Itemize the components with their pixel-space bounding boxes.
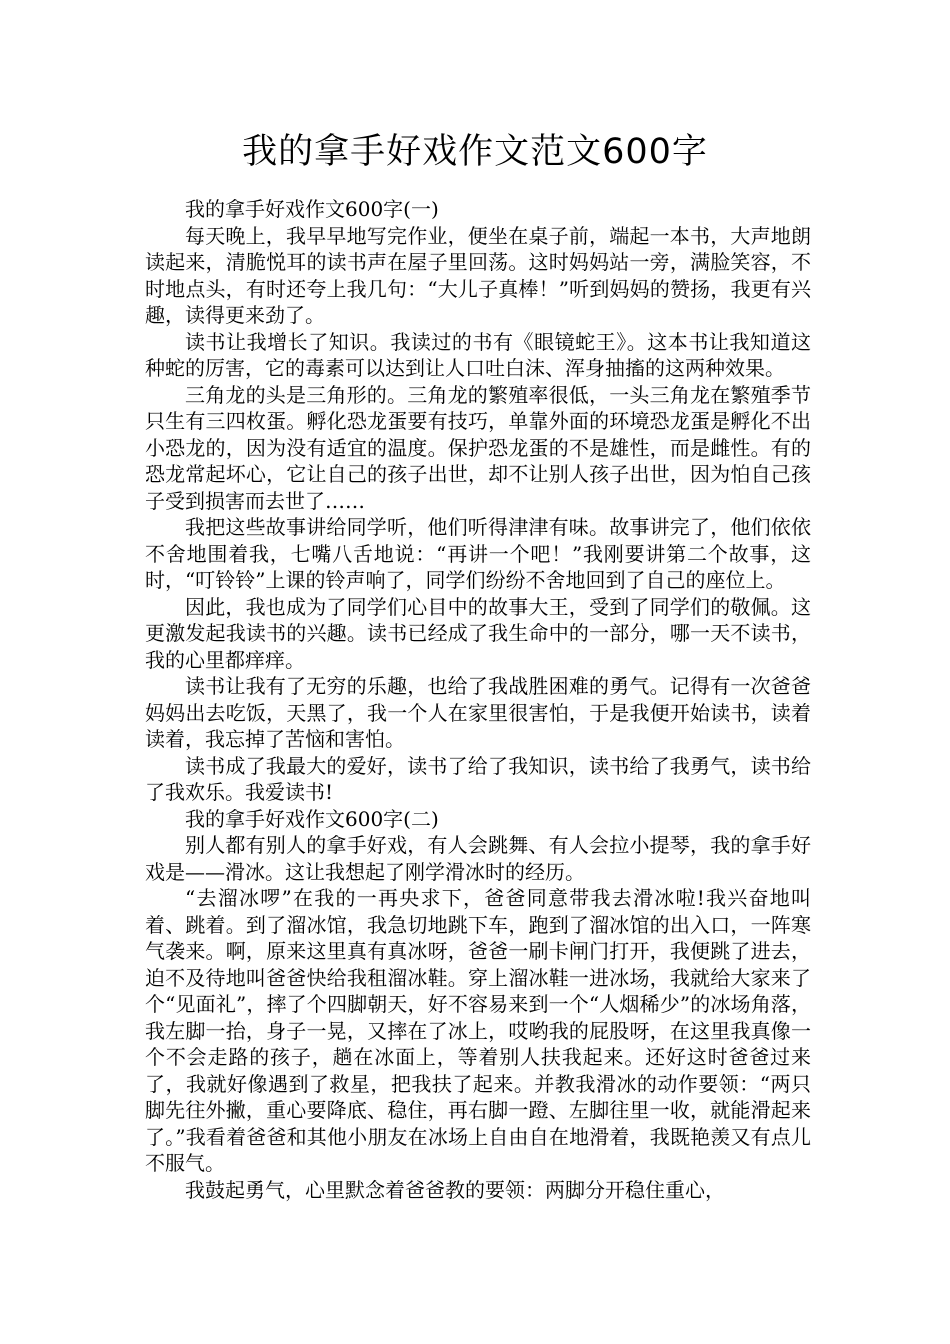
paragraph: 每天晚上，我早早地写完作业，便坐在桌子前，端起一本书，大声地朗读起来，清脆悦耳的读书声在屋子里回荡。这时妈妈站一旁，满脸笑容，不时地点头，有时还夸上我几句：“大儿子真棒！”听到妈妈的赞扬，我更有兴趣，读得更来劲了。 bbox=[145, 223, 811, 327]
paragraph: 三角龙的头是三角形的。三角龙的繁殖率很低，一头三角龙在繁殖季节只生有三四枚蛋。孵化恐龙蛋要有技巧，单靠外面的环境恐龙蛋是孵化不出小恐龙的，因为没有适宜的温度。保护恐龙蛋的不是雄性，而是雌性。有的恐龙常起坏心，它让自己的孩子出世，却不让别人孩子出世，因为怕自己孩子受到损害而去世了…… bbox=[145, 382, 811, 513]
paragraph: 因此，我也成为了同学们心目中的故事大王，受到了同学们的敬佩。这更激发起我读书的兴趣。读书已经成了我生命中的一部分，哪一天不读书，我的心里都痒痒。 bbox=[145, 594, 811, 672]
paragraph: 读书让我有了无穷的乐趣，也给了我战胜困难的勇气。记得有一次爸爸妈妈出去吃饭，天黑了，我一个人在家里很害怕，于是我便开始读书，读着读着，我忘掉了苦恼和害怕。 bbox=[145, 674, 811, 751]
document-title: 我的拿手好戏作文范文600字 bbox=[242, 132, 708, 172]
section-heading-1: 我的拿手好戏作文600字(一) bbox=[185, 197, 439, 221]
document-body bbox=[145, 196, 811, 1203]
paragraph: 读书成了我最大的爱好，读书了给了我知识，读书给了我勇气，读书给了我欢乐。我爱读书! bbox=[145, 753, 811, 804]
paragraph: “去溜冰啰”在我的一再央求下，爸爸同意带我去滑冰啦!我兴奋地叫着、跳着。到了溜冰馆，我急切地跳下车，跑到了溜冰馆的出入口，一阵寒气袭来。啊，原来这里真有真冰呀，爸爸一刷卡闸门打开，我便跳了进去，迫不及待地叫爸爸快给我租溜冰鞋。穿上溜冰鞋一进冰场，我就给大家来了个“见面礼”，摔了个四脚朝天，好不容易来到一个“人烟稀少”的冰场角落，我左脚一抬，身子一晃，又摔在了冰上，哎哟我的屁股呀，在这里我真像一个不会走路的孩子，趟在冰面上，等着别人扶我起来。还好这时爸爸过来了，我就好像遇到了救星，把我扶了起来。并教我滑冰的动作要领：“两只脚先往外撇，重心要降底、稳住，再右脚一蹬、左脚往里一收，就能滑起来了。”我看着爸爸和其他小朋友在冰场上自由自在地滑着，我既艳羡又有点儿不服气。 bbox=[145, 886, 811, 1175]
section-heading-2: 我的拿手好戏作文600字(二) bbox=[185, 806, 439, 831]
paragraph: 读书让我增长了知识。我读过的书有《眼镜蛇王》。这本书让我知道这种蛇的厉害，它的毒素可以达到让人口吐白沫、浑身抽搐的这两种效果。 bbox=[145, 329, 811, 380]
paragraph: 别人都有别人的拿手好戏，有人会跳舞、有人会拉小提琴，我的拿手好戏是——滑冰。这让我想起了刚学滑冰时的经历。 bbox=[145, 833, 811, 884]
paragraph: 我鼓起勇气，心里默念着爸爸教的要领：两脚分开稳住重心， bbox=[185, 1177, 725, 1202]
paragraph: 我把这些故事讲给同学听，他们听得津津有味。故事讲完了，他们依依不舍地围着我，七嘴八舌地说：“再讲一个吧！”我刚要讲第二个故事，这时，“叮铃铃”上课的铃声响了，同学们纷纷不舍地回到了自己的座位上。 bbox=[145, 515, 811, 592]
